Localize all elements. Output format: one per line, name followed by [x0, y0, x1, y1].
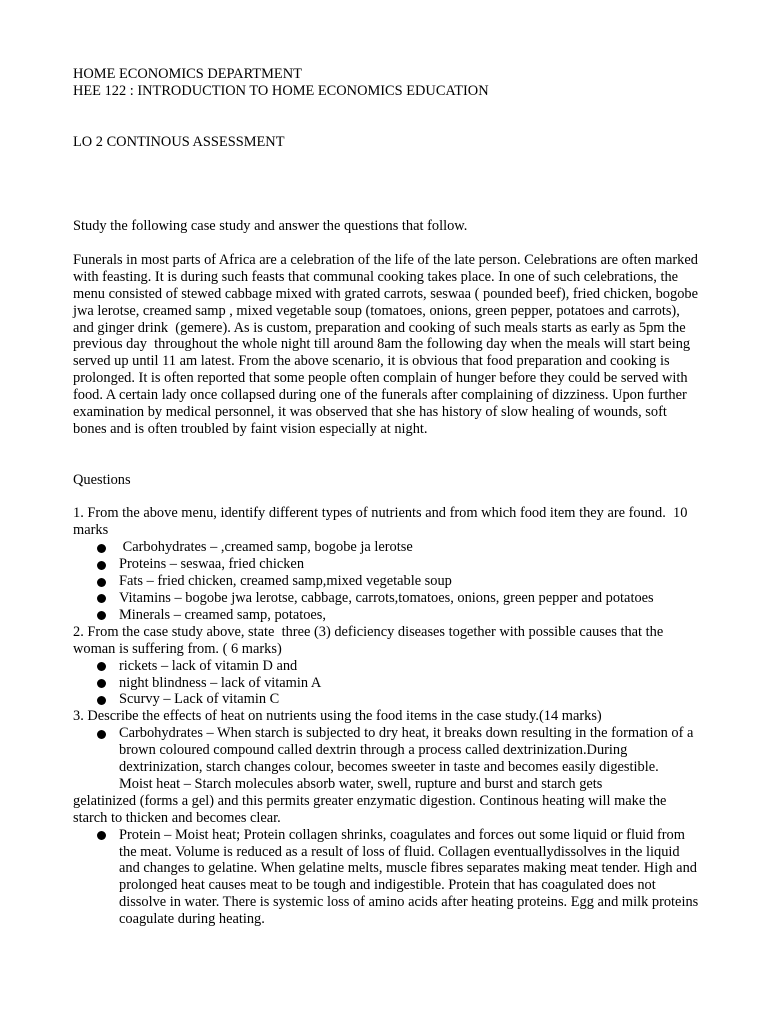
list-item: Carbohydrates – When starch is subjected to dry heat, it breaks down resulting in the formation of a brown coloured compound called dextrin through a process called dextrinization.During dextrinization, starch changes colour, becomes sweeter in taste and becomes easily digestible.	[73, 725, 703, 776]
moist-heat-line: Moist heat – Starch molecules absorb water, swell, rupture and burst and starch gets	[119, 775, 603, 792]
questions-heading: Questions	[73, 471, 131, 488]
question-1-answers	[73, 539, 703, 624]
bullet-icon	[97, 679, 106, 688]
assessment-title: LO 2 CONTINOUS ASSESSMENT	[73, 133, 285, 150]
list-item: Carbohydrates – ,creamed samp, bogobe ja lerotse	[73, 539, 703, 556]
department-heading: HOME ECONOMICS DEPARTMENT	[73, 66, 302, 82]
list-item: Minerals – creamed samp, potatoes,	[73, 607, 703, 624]
instruction-text: Study the following case study and answer the questions that follow.	[73, 218, 468, 235]
list-item: Fats – fried chicken, creamed samp,mixed vegetable soup	[73, 573, 703, 590]
question-2: 2. From the case study above, state three (3) deficiency diseases together with possible causes that the woman is suffering from. ( 6 marks)	[73, 623, 667, 657]
bullet-icon	[97, 730, 106, 739]
bullet-icon	[97, 611, 106, 620]
list-item: Vitamins – bogobe jwa lerotse, cabbage, carrots,tomatoes, onions, green pepper and potatoes	[73, 590, 703, 607]
course-title: HEE 122 : INTRODUCTION TO HOME ECONOMICS EDUCATION	[73, 82, 489, 99]
bullet-icon	[97, 578, 106, 587]
list-item: Proteins – seswaa, fried chicken	[73, 556, 703, 573]
bullet-icon	[97, 662, 106, 671]
bullet-icon	[97, 594, 106, 603]
list-item: Scurvy – Lack of vitamin C	[73, 691, 703, 708]
list-item: Protein – Moist heat; Protein collagen shrinks, coagulates and forces out some liquid or fluid from the meat. Volume is reduced as a result of loss of fluid. Collagen eventuallydissolves in the liquid and changes to gelatine. When gelatine melts, muscle fibres separates making meat tender. High and prolonged heat causes meat to be tough and indigestible. Protein that has coagulated does not dissolve in water. There is systemic loss of amino acids after heating proteins. Egg and milk proteins coagulate during heating.	[73, 827, 703, 928]
document-page	[73, 66, 703, 928]
case-study-paragraph: Funerals in most parts of Africa are a celebration of the life of the late person. Celebrations are often marked with feasting. It is during such feasts that communal cooking takes place. In one of such celebrations, the menu consisted of stewed cabbage mixed with grated carrots, seswaa ( pounded beef), fried chicken, bogobe jwa lerotse, creamed samp , mixed vegetable soup (tomatoes, onions, green pepper, potatoes and carrots), and ginger drink (gemere). As is custom, preparation and cooking of such meals starts as early as 5pm the previous day throughout the whole night till around 8am the following day when the meals will start being served up until 11 am latest. From the above scenario, it is obvious that food preparation and cooking is prolonged. It is often reported that some people often complain of hunger before they could be served with food. A certain lady once collapsed during one of the funerals after complaining of dizziness. Upon further examination by medical personnel, it was observed that she has history of slow healing of wounds, soft bones and is often troubled by faint vision especially at night.	[73, 251, 702, 437]
question-2-answers	[73, 658, 703, 709]
moist-heat-continuation: gelatinized (forms a gel) and this permits greater enzymatic digestion. Continous heating will make the starch to thicken and becomes clear.	[73, 792, 671, 826]
list-item: rickets – lack of vitamin D and	[73, 658, 703, 675]
question-3: 3. Describe the effects of heat on nutrients using the food items in the case study.(14 marks)	[73, 708, 602, 725]
question-3-protein	[73, 827, 703, 928]
bullet-icon	[97, 696, 106, 705]
bullet-icon	[97, 561, 106, 570]
question-1: 1. From the above menu, identify different types of nutrients and from which food item they are found. 10 marks	[73, 505, 691, 539]
bullet-icon	[97, 831, 106, 840]
list-item: night blindness – lack of vitamin A	[73, 675, 703, 692]
question-3-answers	[73, 725, 703, 776]
bullet-icon	[97, 544, 106, 553]
